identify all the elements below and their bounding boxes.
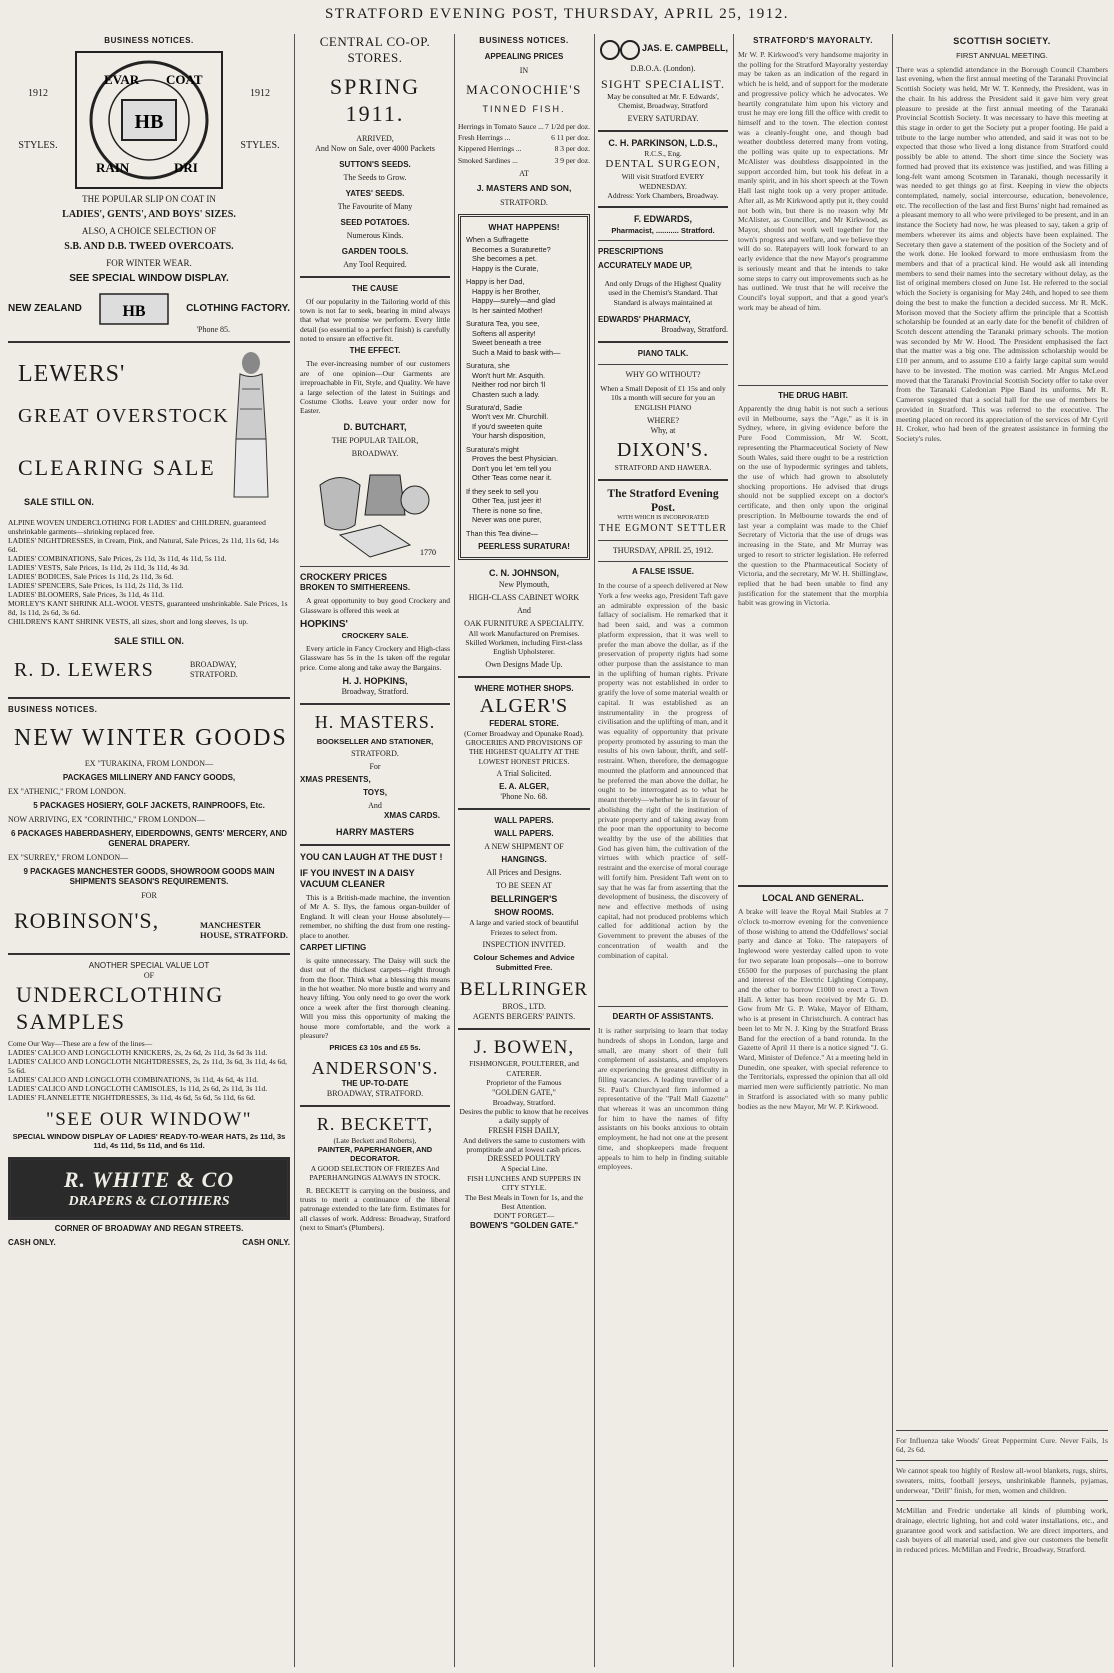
ad-line: GARDEN TOOLS. xyxy=(341,246,409,256)
ad-line: Numerous Kinds. xyxy=(346,230,404,240)
section-heading: THE CAUSE xyxy=(351,283,399,293)
campbell-row xyxy=(598,34,728,64)
ad-line: ARRIVED, xyxy=(356,133,394,143)
ad-line: The Seeds to Grow. xyxy=(343,172,407,182)
drapers-logo: DRAPERS & CLOTHIERS xyxy=(68,1194,230,1210)
robinsons-row xyxy=(8,907,290,941)
sight-heading: SIGHT SPECIALIST. xyxy=(601,77,725,91)
ad-line: BROADWAY. xyxy=(351,448,399,458)
list-item: LADIES' CALICO AND LONGCLOTH KNICKERS, 2s, 2s 6d, 2s 11d, 3s 6d 3s 11d. xyxy=(8,1048,268,1058)
hb-small-logo-icon xyxy=(99,293,169,325)
ad-line: Broadway, Stratford. xyxy=(492,1097,556,1107)
article-text: Mr W. P. Kirkwood's very handsome majority in the polling for the Stratford Mayoralty yesterday may be taken as an indication of the regard in which he is held, and of support for the moderate and progressive policy which he advocates. We heartily congratulate him upon his victory and trust he may ere long fill the office with credit to himself and to the town. The election contest was a cleanly-fought one, and though bad weather doubtless deterred many from voting, the polling was quite up to expectations. Mr McAlister was doubtless disappointed in the support accorded him, but took his defeat in a manly spirit, and in his short speech at the Town Hall last night took up a very proper attitude. After all, as Mr Kirkwood aptly put it, they could not both win, but there is no reason why Mr McAlister, as Councillor, and Mr Kirkwood, as Mayor, should not work well together for the town's progress and welfare, and we believe they will do so. Ratepayers will look forward to an early evidence that the new Mayor's programme is seriously meant and that he intends to take some steps to carry out improvements such as he has outlined. We trust that he will receive the Council's loyal support, and that a good year's work may be ahead of him. xyxy=(738,50,888,312)
ad-line: New Plymouth, xyxy=(498,579,550,589)
ad-line: TOYS, xyxy=(363,788,387,797)
ad-line: APPEALING PRICES xyxy=(484,52,564,61)
article-text: It is rather surprising to learn that today hundreds of shops in London, large and small, are many short of their full complement of assistants, and employers are experiencing the greatest difficulty in filling vacancies. A leading traveller of a St. Paul's Churchyard firm informed a representative of the "Pall Mall Gazette" that whereas it was an uncommon thing for him to have the names of fifty assistants on his books anxious to obtain employment, he had not one at the present time, and shopkeepers made frequent appeals to him to help in finding suitable employees. xyxy=(598,1026,728,1172)
list-item: ALPINE WOVEN UNDERCLOTHING FOR LADIES' and CHILDREN, guaranteed unshrinkable garments—shrinking replaced free. xyxy=(8,518,266,537)
ad-line: SHOW ROOMS. xyxy=(494,908,554,918)
underclothing-heading: UNDERCLOTHING xyxy=(16,981,224,1007)
ad-line: May be consulted at Mr. F. Edwards', Chemist, Broadway, Stratford xyxy=(607,92,719,111)
list-item: LADIES' SPENCERS, Sale Prices, 1s 11d, 2s 11d, 3s 11d. xyxy=(8,581,184,591)
date-line: THURSDAY, APRIL 25, 1912. xyxy=(612,546,714,556)
list-item: LADIES' COMBINATIONS, Sale Prices, 2s 11d, 3s 11d, 4s 11d, 5s 11d. xyxy=(8,554,227,564)
overstock-heading: GREAT OVERSTOCK xyxy=(18,405,230,428)
fish-price: 7 1/2d per doz. xyxy=(545,121,590,131)
year-left-block xyxy=(8,88,68,153)
lady-figure-icon xyxy=(226,349,276,499)
ad-text: R. BECKETT is carrying on the business, and trusts to merit a continuance of the liberal patronage extended to the late firm. Estimates for all classes of work. Address: Broadway, Stratford (next to Smart's (Plumbers). xyxy=(300,1185,450,1232)
what-happens-heading: WHAT HAPPENS! xyxy=(488,221,560,232)
factory-row xyxy=(8,293,290,325)
list-item: MORLEY'S KANT SHRINK ALL-WOOL VESTS, guaranteed unshrinkable. Sale Prices, 1s 8d, 1s 11d, 2s 6d, 3s 6d. xyxy=(8,599,288,618)
section-heading: THE EFFECT. xyxy=(349,346,401,356)
ad-text: This is a British-made machine, the invention of Mr A. S. Ilys, the famous organ-builder of England. It will clean your House absolutely—remember, no shifting the dust from one resting-place to another. xyxy=(300,893,450,940)
poem-line: She becomes a pet. xyxy=(472,254,537,264)
ad-line: WALL PAPERS. xyxy=(494,816,554,826)
ad-line: WHERE? xyxy=(647,416,679,426)
fish-price: 6 11 per doz. xyxy=(551,132,590,142)
poem-line: If they seek to sell you xyxy=(466,486,539,496)
list-item: 9 PACKAGES MANCHESTER GOODS, SHOWROOM GOODS MAIN SHIPMENTS SEASON'S REQUIREMENTS. xyxy=(23,866,275,886)
sale-on-label: SALE STILL ON. xyxy=(24,497,94,508)
ad-line: INSPECTION INVITED. xyxy=(482,940,566,950)
fish-row xyxy=(458,156,590,165)
article-heading: LOCAL AND GENERAL. xyxy=(762,893,864,903)
fish-item: Kippered Herrings ... xyxy=(458,144,522,154)
svg-text:EVAR: EVAR xyxy=(104,72,140,87)
ad-line: THE UP-TO-DATE xyxy=(341,1079,409,1089)
poem-line: Is her sainted Mother! xyxy=(472,305,543,315)
ad-line: The Favourite of Many xyxy=(337,201,413,211)
settler-heading: THE EGMONT SETTLER xyxy=(599,522,727,534)
paragraph-ad: For Influenza take Woods' Great Peppermint Cure. Never Fails, 1s 6d, 2s 6d. xyxy=(896,1435,1108,1455)
ad-line: OAK FURNITURE A SPECIALITY. xyxy=(464,618,584,628)
bellringers-name: BELLRINGER'S xyxy=(490,894,558,905)
ad-line: Submitted Free. xyxy=(495,962,553,972)
ad-line: D.B.O.A. (London). xyxy=(630,64,696,73)
poem-line: Suratura's might xyxy=(466,444,519,454)
invest-heading: IF YOU INVEST IN A DAISY VACUUM CLEANER xyxy=(300,867,415,889)
ad-line: BROS., LTD. xyxy=(502,1001,546,1011)
ad-line: TO BE SEEN AT xyxy=(495,881,553,891)
poem-line: Won't hurt Mr. Asquith. xyxy=(472,370,546,380)
ad-line: Broadway, Stratford. xyxy=(661,325,728,334)
ad-line: 'Phone No. 68. xyxy=(500,792,548,802)
ad-line: S.B. AND D.B. TWEED OVERCOATS. xyxy=(64,241,234,252)
ad-line: WALL PAPERS. xyxy=(494,829,554,839)
poem-line: Such a Maid to bask with— xyxy=(472,347,561,357)
clearing-heading: CLEARING SALE xyxy=(18,455,216,481)
piano-heading: PIANO TALK. xyxy=(637,349,689,358)
svg-text:1770: 1770 xyxy=(420,547,436,557)
ad-line: Any Tool Required. xyxy=(343,259,407,269)
ad-line: EVERY SATURDAY. xyxy=(627,113,699,123)
column-rule xyxy=(594,34,595,1667)
ad-line: PRESCRIPTIONS xyxy=(598,246,664,256)
spectacles-icon xyxy=(598,34,642,64)
lewers-ad-top xyxy=(8,349,290,514)
ad-line: And xyxy=(517,605,531,615)
ad-line: STRATFORD. xyxy=(500,197,548,207)
ad-line: OF xyxy=(143,970,155,980)
fish-item: Smoked Sardines ... xyxy=(458,155,518,165)
ad-line: (Corner Broadway and Opunake Road). xyxy=(464,728,584,738)
article-text: Apparently the drug habit is not such a serious evil in Melbourne, says the "Age," as it is in Sydney, where, in giving evidence before the Pure Food Commission, Mr W. Scott, representing the Pharmaceutical Society of New South Wales, said there ought to be a restriction on the use of hypodermic syringes and tablets, the use of which had grown to absolutely shocking proportions. He advised that drugs should not be supplied except on a doctor's certificate, and then only upon the original prescription. In Melbourne towards the end of last year a complaint was made to the Chief Secretary of Victoria that the use of drugs was increasing in the State, and Mr Murray was urged to resort to stricter legislation. He referred the question to the Pharmaceutical Society of Victoria, and the secretary, Mr W. H. Shillinglaw, replied that he had been unable to find any justification for the statement that the morphia habit was growing in Victoria. xyxy=(738,404,888,608)
paragraph-ad: We cannot speak too highly of Reslow all-wool blankets, rugs, shirts, sweaters, mitts, football jerseys, unshrinkable flannels, pyjamas, underwear, "Drill" finish, for men, women and children. xyxy=(896,1466,1108,1495)
cash-row xyxy=(8,1238,290,1248)
ad-line: DRESSED POULTRY xyxy=(487,1154,561,1164)
fish-price: 3 9 per doz. xyxy=(554,155,590,165)
central-heading: CENTRAL CO-OP. STORES. xyxy=(319,34,431,66)
svg-text:HB: HB xyxy=(122,303,146,321)
poem-line: Suratura'd, Sadie xyxy=(466,403,523,412)
hopkins-heading: HOPKINS' xyxy=(300,618,348,630)
list-item: NOW ARRIVING, EX "CORINTHIC," FROM LONDON— xyxy=(8,814,205,824)
ad-line: Address: York Chambers, Broadway. xyxy=(607,190,719,200)
poem-line: Your harsh disposition, xyxy=(472,431,546,441)
ad-line: PRICES £3 10s and £5 5s. xyxy=(329,1043,421,1053)
winter-list xyxy=(8,759,290,887)
ad-line: A GOOD SELECTION OF FRIEZES And PAPERHANGINGS ALWAYS IN STOCK. xyxy=(309,1163,441,1183)
article-heading: DEARTH OF ASSISTANTS. xyxy=(612,1012,714,1022)
ad-line: AGENTS BERGERS' PAINTS. xyxy=(472,1011,576,1021)
bowen-heading: J. BOWEN, xyxy=(473,1036,575,1058)
list-item: LADIES' CALICO AND LONGCLOTH COMBINATIONS, 3s 11d, 4s 6d, 4s 11d. xyxy=(8,1075,258,1085)
list-item: LADIES' BODICES, Sale Prices 1s 11d, 2s 11d, 3s 6d. xyxy=(8,572,174,582)
poem-line: Happy is her Dad, xyxy=(466,277,525,287)
ad-line: The Best Meals in Town for 1s, and the Best Attention. xyxy=(464,1192,584,1211)
ad-line: AT xyxy=(519,169,529,178)
section-header: BUSINESS NOTICES. xyxy=(8,704,98,714)
ad-line: DON'T FORGET— xyxy=(493,1211,555,1221)
column-rule xyxy=(454,34,455,1667)
ad-line: SUTTON'S SEEDS. xyxy=(339,159,411,169)
list-item: LADIES' BLOOMERS, Sale Prices, 3s 11d, 4s 11d. xyxy=(8,590,165,600)
poem-line: Other Tea, just jeer it! xyxy=(472,496,542,506)
ad-line: Proprietor of the Famous xyxy=(486,1078,562,1088)
white-co-banner xyxy=(8,1157,290,1220)
column-rule xyxy=(892,34,893,1667)
ad-line: A large and varied stock of beautiful Friezes to select from. xyxy=(469,918,579,937)
white-co-logo: R. WHITE & CO xyxy=(63,1166,235,1192)
column-3 xyxy=(458,34,590,1667)
ad-line: WHY GO WITHOUT? xyxy=(625,370,701,379)
poem-line: Don't you let 'em tell you xyxy=(472,463,552,473)
edwards-name: F. EDWARDS, xyxy=(633,214,692,225)
list-item: EX "TURAKINA, FROM LONDON— xyxy=(84,758,214,768)
factory-label: CLOTHING FACTORY. xyxy=(186,303,290,314)
column-1 xyxy=(8,34,290,1667)
ad-line: A NEW SHIPMENT OF xyxy=(484,842,564,852)
section-header: BUSINESS NOTICES. xyxy=(104,36,194,45)
ad-line: ALSO, A CHOICE SELECTION OF xyxy=(81,225,217,236)
styles-left: STYLES. xyxy=(18,140,58,151)
ad-line: THE POPULAR TAILOR, xyxy=(331,435,419,445)
poem-line: Suratura Tea, you see, xyxy=(466,319,540,329)
fish-row xyxy=(458,144,590,153)
ad-line: BOWEN'S "GOLDEN GATE." xyxy=(469,1220,578,1230)
ad-text: is quite unnecessary. The Daisy will suck the dust out of the thickest carpets—right through from the floor. Think what a blessing this means in the hot weather. No more bustle and worry and heavy lifting. You only need to go over the work once a week after the first thorough cleaning. Will you miss this opportunity of making the house more comfortable, and the work a pleasure? xyxy=(300,955,450,1040)
ad-line: All Prices and Designs. xyxy=(486,868,562,878)
list-item: CHILDREN'S KANT SHRINK VESTS, all sizes, short and long sleeves, 1s up. xyxy=(8,617,249,627)
crockery-heading: CROCKERY PRICES xyxy=(300,571,388,582)
suratura-poem-box xyxy=(458,214,590,561)
poem-line: Happy is the Curate, xyxy=(472,263,539,273)
rd-lewers-name: R. D. LEWERS xyxy=(14,658,154,681)
new-winter-heading: NEW WINTER GOODS xyxy=(14,724,288,751)
johnson-name: C. N. JOHNSON, xyxy=(488,568,559,579)
poem-line: There is none so fine, xyxy=(472,505,543,515)
ad-line: Come Our Way—These are a few of the lines— xyxy=(8,1038,153,1048)
ad-line: STRATFORD AND HAWERA. xyxy=(614,463,712,473)
ad-line: And only Drugs of the Highest Quality used in the Chemist's Standard. That Standard is always maintained at xyxy=(604,278,722,307)
evarcoat-logo-icon xyxy=(74,50,224,190)
list-item: EX "ATHENIC," FROM LONDON. xyxy=(8,786,126,796)
ad-line: ACCURATELY MADE UP, xyxy=(598,260,692,270)
ad-line: SPECIAL WINDOW DISPLAY OF LADIES' READY-TO-WEAR HATS, 2s 11d, 3s 11d, 4s 11d, 5s 11d, and 6s 11d. xyxy=(12,1131,286,1151)
ad-line: (Late Beckett and Roberts), xyxy=(333,1135,417,1145)
ad-line: FRESH FISH DAILY, xyxy=(488,1125,560,1135)
styles-right: STYLES. xyxy=(240,140,280,151)
ad-line: And xyxy=(368,801,382,810)
masters-heading: H. MASTERS. xyxy=(314,712,436,733)
fish-row xyxy=(458,133,590,142)
list-item: LADIES' CALICO AND LONGCLOTH NIGHTDRESSES, 2s, 2s 11d, 3s 6d, 3s 11d, 4s 6d, 5s 6d. xyxy=(8,1057,287,1076)
ad-line: Colour Schemes and Advice xyxy=(473,953,575,963)
peerless-label: PEERLESS SURATURA! xyxy=(478,542,570,552)
poem-line: Becomes a Suraturette? xyxy=(472,244,551,254)
lewers-address: BROADWAY, STRATFORD. xyxy=(190,660,238,679)
ad-line: BOOKSELLER AND STATIONER, xyxy=(316,736,434,746)
alger-name: E. A. ALGER, xyxy=(499,782,549,792)
ad-line: "GOLDEN GATE," xyxy=(492,1087,556,1097)
column-rule xyxy=(294,34,295,1667)
ad-text: Every article in Fancy Crockery and High-class Glassware has 5s in the 1s taken off the regular price. Come along and take away the Bargains. xyxy=(300,643,450,672)
lewers-list xyxy=(8,518,290,626)
ad-line: EDWARDS' PHARMACY, xyxy=(598,315,691,324)
masthead: STRATFORD EVENING POST, THURSDAY, APRIL 25, 1912. xyxy=(324,6,790,22)
maconochie-heading: MACONOCHIE'S xyxy=(466,82,582,97)
ad-line: WHERE MOTHER SHOPS. xyxy=(474,683,574,693)
poem-line: Suratura, she xyxy=(466,361,510,371)
list-item: LADIES' FLANNELETTE NIGHTDRESSES, 3s 11d, 4s 6d, 5s 6d, 5s 11d, 6s 6d. xyxy=(8,1093,256,1103)
ad-line: ANOTHER SPECIAL VALUE LOT xyxy=(88,960,210,970)
parkinson-name: C. H. PARKINSON, L.D.S., xyxy=(608,137,718,148)
ad-line: Will visit Stratford EVERY WEDNESDAY. xyxy=(621,172,705,191)
phone-label: 'Phone 85. xyxy=(196,325,230,335)
column-rule xyxy=(733,34,734,1667)
paper-title: The Stratford Evening Post. xyxy=(607,487,719,514)
bellringer-heading: BELLRINGER xyxy=(459,978,589,1000)
poem-line: Chasten such a lady. xyxy=(472,389,540,399)
lewers-heading: LEWERS' xyxy=(18,361,126,388)
sale-on-label: SALE STILL ON. xyxy=(114,636,184,647)
article-heading: SCOTTISH SOCIETY. xyxy=(953,36,1051,46)
poem-line: Neither rod nor birch 'll xyxy=(472,380,546,390)
poem-line: Than this Tea divine— xyxy=(466,528,539,538)
samples-heading: SAMPLES xyxy=(16,1009,126,1035)
ad-line: YATES' SEEDS. xyxy=(345,188,405,198)
ad-line: BROKEN TO SMITHEREENS. xyxy=(300,583,411,593)
ad-line: Desires the public to know that he receives a daily supply of xyxy=(459,1106,589,1126)
list-item: 5 PACKAGES HOSIERY, GOLF JACKETS, RAINPROOFS, Etc. xyxy=(33,800,265,810)
ad-line: SEED POTATOES. xyxy=(340,217,410,227)
cash-left: CASH ONLY. xyxy=(8,1237,56,1247)
article-subheading: FIRST ANNUAL MEETING. xyxy=(956,51,1048,61)
list-item: LADIES' VESTS, Sale Prices, 1s 11d, 2s 11d, 3s 11d, 4s 3d. xyxy=(8,563,190,573)
fish-price: 8 3 per doz. xyxy=(554,144,590,154)
ad-line: XMAS CARDS. xyxy=(383,811,440,820)
year-right: 1912 xyxy=(250,87,270,99)
laugh-heading: YOU CAN LAUGH AT THE DUST ! xyxy=(300,852,443,863)
poem-line: Happy—surely—and glad xyxy=(472,296,556,306)
ad-line: Own Designs Made Up. xyxy=(485,659,563,669)
list-item: 6 PACKAGES HABERDASHERY, EIDERDOWNS, GENTS' MERCERY, AND GENERAL DRAPERY. xyxy=(10,828,287,848)
svg-text:DRI: DRI xyxy=(174,160,198,175)
year-right-block xyxy=(230,88,290,153)
dental-heading: DENTAL SURGEON, xyxy=(605,158,721,171)
ad-line: IN xyxy=(519,66,529,75)
ad-line: HIGH-CLASS CABINET WORK xyxy=(468,592,580,602)
poem-line: Other Teas come near it. xyxy=(472,473,552,483)
andersons-heading: ANDERSON'S. xyxy=(311,1057,439,1078)
fish-price-list xyxy=(458,122,590,166)
article-heading: A FALSE ISSUE. xyxy=(632,567,694,577)
section-header: BUSINESS NOTICES. xyxy=(479,36,569,45)
poem-line: When a Suffragette xyxy=(466,235,529,245)
campbell-name: JAS. E. CAMPBELL, xyxy=(642,43,728,54)
ad-line: FOR xyxy=(141,890,157,900)
ad-line: For xyxy=(369,762,381,771)
ad-line: And delivers the same to customers with promptitude and at lowest cash prices. xyxy=(462,1135,586,1155)
hopkins-name: H. J. HOPKINS, xyxy=(342,675,408,686)
ad-line: LADIES', GENTS', AND BOYS' SIZES. xyxy=(62,209,236,221)
ad-line: TINNED FISH. xyxy=(482,104,566,115)
ad-line: STRATFORD. xyxy=(351,749,399,758)
svg-text:RAIN: RAIN xyxy=(96,160,130,175)
ad-line: Why, at xyxy=(650,426,676,436)
ad-line: CORNER OF BROADWAY AND REGAN STREETS. xyxy=(54,1223,244,1233)
butchart-name: D. BUTCHART, xyxy=(343,421,407,432)
fish-item: Fresh Herrings ... xyxy=(458,132,511,142)
ad-text: A great opportunity to buy good Crockery and Glassware is offered this week at xyxy=(300,596,450,615)
harry-name: HARRY MASTERS xyxy=(335,827,414,837)
sample-list xyxy=(8,1048,290,1102)
list-item: LADIES' CALICO AND LONGCLOTH CAMISOLES, 1s 11d, 2s 6d, 2s 11d, 3s 11d. xyxy=(8,1084,268,1094)
list-item: PACKAGES MILLINERY AND FANCY GOODS, xyxy=(62,772,236,782)
poem-line: Never was one purer, xyxy=(472,515,542,525)
fish-item: Herrings in Tomato Sauce ... xyxy=(458,121,544,131)
robinsons-name: ROBINSON'S, xyxy=(14,907,160,933)
fish-row xyxy=(458,122,590,131)
algers-heading: ALGER'S xyxy=(479,694,569,717)
article-text: A brake will leave the Royal Mail Stables at 7 o'clock to-morrow evening for the convenience of those wishing to attend the Oddfellows' social party and dance at Toko. The ratepayers of Inglewood were yesterday called upon to vote for two separate loan proposals—one to borrow £6500 for the purposes of purchasing the plant and interest of the Electric Lighting Company, and the other to borrow £1000 to erect a Town Hall. A letter has been received by Mr G. D. Gow from Mr G. P. Wake, Mayor of Eltham, who is at present in Christchurch. A contract has been let to Mr N. J. King by the Stratford Brass Band for the erection of a band rotunda. In the Gazette of April 11 there is a notice signed "J. G. Ward, Minister of Defence." At a meeting held in Dunedin, one speaker, with special reference to the Territorials, expressed the opinion that all old married men were sufficiently patriotic. No man in Stratford is associated with so many public bodies as the new Mayor, Mr W. P. Kirkwood. xyxy=(738,907,888,1111)
ad-line: When a Small Deposit of £1 15s and only 10s a month will secure for you an ENGLISH PIANO xyxy=(600,384,726,412)
coat-ad-top xyxy=(8,50,290,190)
ad-line: A Trial Solicited. xyxy=(496,769,552,779)
robinsons-address: MANCHESTER HOUSE, STRATFORD. xyxy=(200,919,288,941)
cash-right: CASH ONLY. xyxy=(242,1237,290,1247)
article-heading: STRATFORD'S MAYORALTY. xyxy=(753,36,873,45)
poem-line: Proves the best Physician. xyxy=(472,454,558,464)
paragraph-ad: McMillan and Fredric undertake all kinds of plumbing work, drainage, electric lighting, hot and cold water installations, etc., and guarantee good work and satisfaction. We are direct importers, and cash buyers of all material used, and give our customers the benefit in reduced prices. McMillan and Fredric, Broadway, Stratford. xyxy=(896,1506,1108,1555)
poem-line: Sweet beneath a tree xyxy=(472,338,542,348)
column-2 xyxy=(300,34,450,1667)
beckett-heading: R. BECKETT, xyxy=(316,1114,434,1135)
ad-line: CROCKERY SALE. xyxy=(341,631,409,641)
ad-line: WITH WHICH IS INCORPORATED xyxy=(617,515,709,522)
column-6 xyxy=(896,34,1108,1667)
carpet-heading: CARPET LIFTING xyxy=(300,942,367,952)
see-window-heading: "SEE OUR WINDOW" xyxy=(46,1109,252,1131)
ad-line: HANGINGS. xyxy=(501,855,547,865)
ad-line: FEDERAL STORE. xyxy=(489,718,559,728)
year-left: 1912 xyxy=(28,87,48,99)
ad-line: A Special Line. xyxy=(500,1164,548,1174)
poem-line: Won't vex Mr. Churchill. xyxy=(472,412,549,422)
ad-line: THE POPULAR SLIP ON COAT IN xyxy=(82,194,216,204)
list-item: EX "SURREY," FROM LONDON— xyxy=(8,852,129,862)
ad-line: GROCERIES AND PROVISIONS OF THE HIGHEST QUALITY AT THE LOWEST HONEST PRICES. xyxy=(465,738,583,766)
ad-text: The ever-increasing number of our customers are of one opinion—Our Garments are irreproachable in Fit, Style, and Quality. We have a large selection of the latest in Suitings and Costume Cloths. Leave your order now for Easter. xyxy=(300,359,450,416)
column-5 xyxy=(738,34,888,1667)
ad-line: And Now on Sale, over 4000 Packets xyxy=(315,143,435,153)
article-heading: THE DRUG HABIT. xyxy=(778,391,848,400)
ad-line: PAINTER, PAPERHANGER, AND DECORATOR. xyxy=(317,1145,433,1164)
rd-lewers-row xyxy=(8,658,290,683)
ad-line: All work Manufactured on Premises. Skilled Workmen, including First-class English Upholsterer. xyxy=(465,628,583,657)
spring-heading: SPRING 1911. xyxy=(329,73,421,126)
crockery-illustration-icon xyxy=(310,465,440,560)
article-text: There was a splendid attendance in the Borough Council Chambers last evening, when the first annual meeting of the Taranaki Provincial Scottish Society was held, Mr W. T. Kennedy, the President, was in the chair. In his address the President said it gave him very great pleasure to preside at the first annual meeting of the Taranaki Provincial Scottish Society. It was necessary to have this meeting at this stage in order to get the Society put a proper footing. He paid a tribute to the large number who attended, and said it was not to be expected that those who lived a long distance from Stratford could possibly be able to attend. The short time since the Society was formed had proved that its existence was justified, and was filling a long-felt want among Scotsmen in Taranaki, though necessarily it was needed to get things go at first. Keeping in view the objects contemplated, namely, social intercourse, education, benevolence, etc. The recollection of the last and first Burns' night had remained as a pleasant memory to all who were privileged to be present, and in an instance the Society had now, he was pleased to say, taken a grip of members wherever its aims and objects have been explained. The Secretary then gave a statement of the position of the Society and of the work done. He looked forward to more enthusiasm from the members and that of a practical kind. He would ask all intending members to send their names into the secretary without delay, as the list of original members closed on June 1st. He referred to the social which the Society is organising for May 24th, and hoped to see them doing the best to make the function a decided success. Mr R. McK. Morison moved that the Society affirm the principle that a Scottish scholarship be founded at an early date for the benefit of children of Scotch descent attending the Taranaki primary schools. The motion was seconded by Mr W. Hood. The President emphasised the fact that the matter was a big one. The admission scholarship would be £10 per annum, and to assume £10 a fairly large capital sum would have to be invested. The motion was carried. Mr Angus McLeod moved that the Taranaki Provincial Scottish Society offer to take over from the Taranaki Caledonian Pipe Band its uniforms. Mr R. Cameron suggested that a social hall for the use of members be provided in Stratford. This was referred to the executive. The meeting placed on record its appreciation of the services of Mr Cyril H. Croker, who had been of the greatest assistance in forming the Society's rules. xyxy=(896,64,1108,443)
poem-line: Happy is her Brother, xyxy=(472,286,541,296)
ad-line: SEE SPECIAL WINDOW DISPLAY. xyxy=(69,272,229,284)
ad-text: Of our popularity in the Tailoring world of this town is not far to seek, bearing in mind always that what we promise we perform. Every little detail (so essential to a perfect finish) is carefully noted to ensure an effective fit. xyxy=(300,296,450,343)
svg-text:HB: HB xyxy=(134,111,164,133)
column-4 xyxy=(598,34,728,1667)
masters-son-name: J. MASTERS AND SON, xyxy=(476,183,572,193)
dixons-heading: DIXON'S. xyxy=(616,439,710,462)
list-item: LADIES' NIGHTDRESSES, in Cream, Pink, and Natural, Sale Prices, 2s 11d, 11s 6d, 14s 6d. xyxy=(8,536,279,555)
ad-line: XMAS PRESENTS, xyxy=(300,775,371,784)
poem-line: Softens all asperity! xyxy=(472,328,536,338)
ad-line: FISHMONGER, POULTERER, and CATERER. xyxy=(469,1059,579,1078)
svg-text:COAT: COAT xyxy=(166,72,203,87)
poem-line: If you'd sweeten quite xyxy=(472,421,543,431)
ad-line: R.C.S., Eng. xyxy=(644,149,682,158)
ad-line: FISH LUNCHES AND SUPPERS IN CITY STYLE. xyxy=(467,1173,581,1193)
ad-line: BROADWAY, STRATFORD. xyxy=(326,1089,424,1099)
ad-line: Broadway, Stratford. xyxy=(341,687,409,697)
poem xyxy=(466,235,582,538)
ad-line: FOR WINTER WEAR. xyxy=(106,257,192,268)
ad-line: Pharmacist, ........... Stratford. xyxy=(611,225,715,235)
nz-label: NEW ZEALAND xyxy=(8,303,82,314)
article-text: In the course of a speech delivered at New York a few weeks ago, President Taft gave an admirable expression of the basic fallacy of socialism. He remarked that it had been said, and was a common platform expression, that it was well to prefer the man above the dollar, as if the preservation of property rights had some other purpose than the assistance to man in the uplifting of human rights. Private property was not established in order to gratify the love of some material wealth or capital. It was established as an instrumentality in the progress of civilisation and the uplifting of man, and it was equality of opportunity that private property promoted by assuring to man the results of his own labour, thrift, and self-restraint. When, therefore, the demagogue mounted the platform and announced that he preferred the man above the dollar, he ought to be interrogated as to what he meant thereby—whether he is in favour of abolishing the right of the institution of private property and of taking away from the poor man the opportunity to become wealthy by the use of the abilities that God has given him, the cultivation of the virtues with which practice of self-restraint and the exercise of moral courage will fortify him. President Taft went on to say that he was far from asserting that the development of business, the discovery of new and effective methods of using capital, had not produced problems which called for additional action by the Government to prevent the abuses of the concentration of wealth and the combination of capital. xyxy=(598,581,728,960)
